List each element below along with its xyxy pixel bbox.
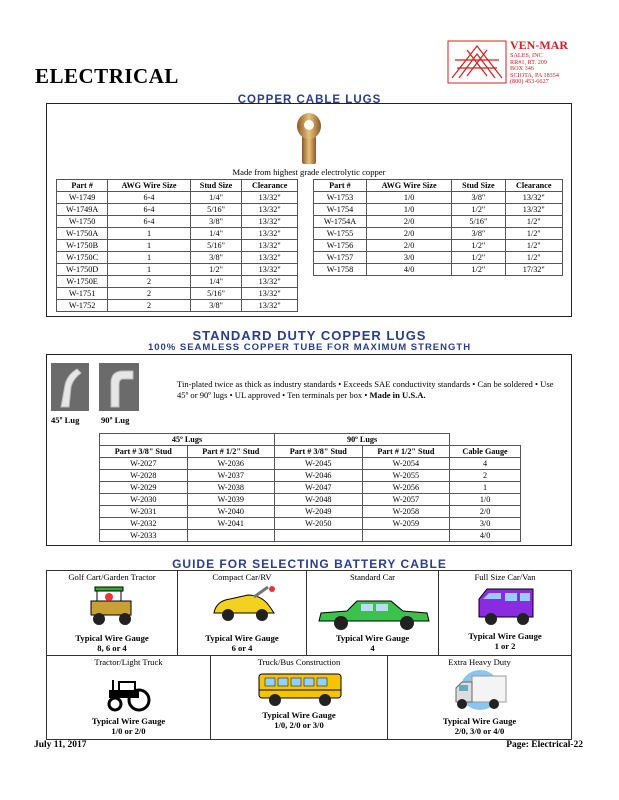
table-cell: W-2027 [100,458,188,470]
table-cell: 5/16" [190,204,242,216]
table-cell: W-2032 [100,518,188,530]
guide-full-size-van [438,570,572,656]
table-cell: 5/16" [190,288,242,300]
table-cell: 3/0 [450,518,521,530]
standard-lugs-subtitle: 100% SEAMLESS COPPER TUBE FOR MAXIMUM STRENGTH [147,342,472,353]
table-cell: W-1755 [314,228,367,240]
column-header: Stud Size [452,180,505,192]
table-cell: 1/0 [366,204,451,216]
lug-90-photo [99,363,139,411]
table-cell: 6-4 [108,216,191,228]
table-row [57,204,298,216]
table-cell: W-1749 [57,192,108,204]
table-row [100,494,521,506]
table-cell: 4/0 [450,530,521,542]
table-cell: 1 [108,252,191,264]
table-cell: W-1754 [314,204,367,216]
guide-extra-heavy-duty-gauge: 2/0, 3/0 or 4/0 [454,726,505,736]
table-cell: W-1750 [57,216,108,228]
table-cell: 1/2" [505,228,562,240]
table-cell: W-2055 [362,470,450,482]
guide-tractor-gauge: 1/0 or 2/0 [111,726,146,736]
guide-golf-cart-title: Golf Cart/Garden Tractor [68,572,156,582]
tractor-icon [105,668,155,712]
table-cell: 1/2" [505,252,562,264]
logo-address-line1: RR#1, RT. 209 [510,58,547,66]
table-cell: 4/0 [366,264,451,276]
group-45-header: 45º Lugs [100,434,275,446]
table-cell: W-2039 [187,494,275,506]
standard-car-icon [315,593,433,633]
guide-bus-gauge-label: Typical Wire Gauge [262,710,336,720]
guide-standard-car-gauge-label: Typical Wire Gauge [335,633,410,643]
table-cell: 3/8" [452,192,505,204]
column-header: Stud Size [190,180,242,192]
table-cell: 6-4 [108,192,191,204]
table-cell [362,530,450,542]
table-cell: W-1750B [57,240,108,252]
table-row [100,506,521,518]
table-cell: W-2028 [100,470,188,482]
table-cell: 1/2" [505,216,562,228]
table-cell: 2 [108,288,191,300]
table-cell: 3/8" [452,228,505,240]
table-row [57,216,298,228]
table-cell: 3/8" [190,216,242,228]
table-cell: 3/8" [190,300,242,312]
guide-bus-gauge: 1/0, 2/0 or 3/0 [274,720,324,730]
logo-address-line3: SCIOTA, PA 18354 [510,71,559,79]
table-cell: W-2054 [362,458,450,470]
table-cell: W-2045 [275,458,363,470]
table-cell: W-2031 [100,506,188,518]
table-cell: W-1753 [314,192,367,204]
bus-icon [255,668,345,708]
copper-lug-icon [295,112,323,166]
table-cell: W-2057 [362,494,450,506]
table-row [57,276,298,288]
column-header: Cable Gauge [450,446,521,458]
table-row [57,192,298,204]
golf-cart-icon [85,583,141,627]
table-cell: W-2033 [100,530,188,542]
column-header: AWG Wire Size [108,180,191,192]
table-cell: 13/32" [505,192,562,204]
guide-compact-car-title: Compact Car/RV [212,572,272,582]
column-header: Part # 3/8" Stud [100,446,188,458]
table-cell: W-2049 [275,506,363,518]
table-cell: 6-4 [108,204,191,216]
footer-date: July 11, 2017 [34,740,87,750]
guide-extra-heavy-duty-title: Extra Heavy Duty [448,657,511,667]
table-cell: W-1750D [57,264,108,276]
table-cell: W-2046 [275,470,363,482]
table-cell: W-1752 [57,300,108,312]
copper-lugs-table-right [313,179,563,276]
table-row [57,228,298,240]
logo-address-line2: BOX 346 [510,65,534,73]
table-cell: W-1750E [57,276,108,288]
table-row [100,530,521,542]
logo-name-line2: SALES, INC [510,52,543,59]
table-cell: 1/2" [452,240,505,252]
table-cell: W-2050 [275,518,363,530]
table-row [57,252,298,264]
table-cell: 2/0 [450,506,521,518]
table-row [100,470,521,482]
footer-page: Page: Electrical-22 [506,740,583,750]
table-cell: W-2038 [187,482,275,494]
table-cell: 13/32" [242,216,298,228]
table-cell: W-2036 [187,458,275,470]
lug-90-label: 90º Lug [101,415,130,425]
logo-phone: (800) 453-6627 [510,78,549,86]
page-title: ELECTRICAL [35,64,179,88]
table-cell: 1 [108,264,191,276]
table-row [314,252,563,264]
van-icon [475,583,537,627]
table-cell: W-1757 [314,252,367,264]
table-row [314,216,563,228]
table-cell: W-1754A [314,216,367,228]
battery-guide-title: GUIDE FOR SELECTING BATTERY CABLE [172,557,447,571]
table-cell: 13/32" [242,204,298,216]
logo-mark-icon [447,40,507,84]
guide-compact-car-gauge: 6 or 4 [231,643,253,653]
compact-car-icon [208,583,280,627]
guide-compact-car-gauge-label: Typical Wire Gauge [205,633,279,643]
table-cell: 13/32" [242,192,298,204]
table-cell: 13/32" [242,228,298,240]
table-cell: W-1751 [57,288,108,300]
standard-lugs-description: Tin-plated twice as thick as industry standards • Exceeds SAE conductivity standards • Can be soldered • Use 45º or 90º lugs • UL approved • Ten terminals per box • Made in U.S.A. [177,379,554,400]
column-header: Part # 1/2" Stud [362,446,450,458]
guide-standard-car-gauge: 4 [370,643,375,653]
table-row [314,228,563,240]
table-cell: 1/4" [190,192,242,204]
made-in-usa: Made in U.S.A. [369,390,426,400]
table-row [314,192,563,204]
column-header: Part # [314,180,367,192]
column-header: Part # [57,180,108,192]
guide-full-size-van-title: Full Size Car/Van [474,572,536,582]
guide-standard-car [306,570,439,656]
table-cell: 1/2" [452,252,505,264]
table-cell: W-2056 [362,482,450,494]
table-cell: 1/4" [190,228,242,240]
table-cell: 1/0 [366,192,451,204]
lug-45-photo [51,363,89,411]
table-cell: 2 [450,470,521,482]
table-cell: W-2048 [275,494,363,506]
table-cell: 13/32" [242,288,298,300]
column-header: Part # 3/8" Stud [275,446,363,458]
table-cell [187,530,275,542]
guide-golf-cart-gauge: 8, 6 or 4 [97,643,127,653]
table-cell: 5/16" [452,216,505,228]
table-row [314,204,563,216]
guide-tractor-gauge-label: Typical Wire Gauge [91,716,166,726]
guide-compact-car [177,570,307,656]
table-cell: W-1750C [57,252,108,264]
guide-bus-title: Truck/Bus Construction [257,657,341,667]
guide-standard-car-title: Standard Car [349,572,396,582]
table-row [314,264,563,276]
standard-lugs-table [99,433,521,542]
table-row [57,300,298,312]
table-row [100,482,521,494]
group-90-header: 90º Lugs [275,434,450,446]
guide-tractor-title: Tractor/Light Truck [94,657,163,667]
table-row [57,288,298,300]
lug-45-icon [51,363,89,411]
table-cell: W-2058 [362,506,450,518]
table-cell: W-2059 [362,518,450,530]
column-header: Clearance [505,180,562,192]
table-row [314,240,563,252]
table-cell: 3/8" [190,252,242,264]
table-cell: 4 [450,458,521,470]
table-cell: 1/0 [450,494,521,506]
table-row [100,518,521,530]
table-cell: 13/32" [242,240,298,252]
guide-golf-cart [46,570,178,656]
lug-45-label: 45º Lug [51,415,80,425]
logo-name-line1: VEN-MAR [510,38,568,52]
table-cell [275,530,363,542]
table-cell: 13/32" [242,300,298,312]
table-cell: W-2030 [100,494,188,506]
column-header: AWG Wire Size [366,180,451,192]
table-cell: W-2040 [187,506,275,518]
table-cell: 2/0 [366,240,451,252]
table-row [100,458,521,470]
table-row [57,264,298,276]
guide-full-size-van-gauge: 1 or 2 [494,641,516,651]
table-cell: W-2041 [187,518,275,530]
table-cell: 1/2" [452,264,505,276]
table-cell: W-2037 [187,470,275,482]
table-cell: 2 [108,276,191,288]
column-header: Part # 1/2" Stud [187,446,275,458]
guide-full-size-van-gauge-label: Typical Wire Gauge [468,631,542,641]
table-cell: W-1750A [57,228,108,240]
table-cell: 3/0 [366,252,451,264]
table-cell: 2 [108,300,191,312]
guide-extra-heavy-duty [387,655,572,740]
lug-90-icon [99,363,139,411]
table-cell: 13/32" [242,276,298,288]
standard-lugs-box [46,354,572,546]
table-cell: W-2029 [100,482,188,494]
table-cell: 1/2" [452,204,505,216]
copper-lugs-box [46,103,572,317]
table-cell: 13/32" [505,204,562,216]
semi-truck-icon [450,668,510,712]
copper-lugs-caption: Made from highest grade electrolytic copper [232,167,386,177]
guide-extra-heavy-duty-gauge-label: Typical Wire Gauge [442,716,517,726]
table-cell: 1/2" [190,264,242,276]
table-cell: 1/4" [190,276,242,288]
table-cell: 1 [108,228,191,240]
copper-lugs-table-left [56,179,298,312]
table-cell: W-1756 [314,240,367,252]
table-cell: 5/16" [190,240,242,252]
table-row [57,240,298,252]
table-cell: W-1758 [314,264,367,276]
table-cell: 13/32" [242,252,298,264]
table-cell: W-2047 [275,482,363,494]
company-logo [447,40,607,88]
guide-tractor [46,655,211,740]
table-cell: 2/0 [366,228,451,240]
standard-lugs-title: STANDARD DUTY COPPER LUGS [192,328,427,343]
column-header: Clearance [242,180,298,192]
copper-lugs-title: COPPER CABLE LUGS [237,94,382,106]
guide-golf-cart-gauge-label: Typical Wire Gauge [75,633,149,643]
table-cell: 1 [450,482,521,494]
battery-guide-grid [46,570,572,740]
table-cell: 2/0 [366,216,451,228]
table-cell: 13/32" [242,264,298,276]
guide-bus [210,655,388,740]
table-cell: 1/2" [505,240,562,252]
table-cell: 17/32" [505,264,562,276]
table-cell: 1 [108,240,191,252]
table-cell: W-1749A [57,204,108,216]
